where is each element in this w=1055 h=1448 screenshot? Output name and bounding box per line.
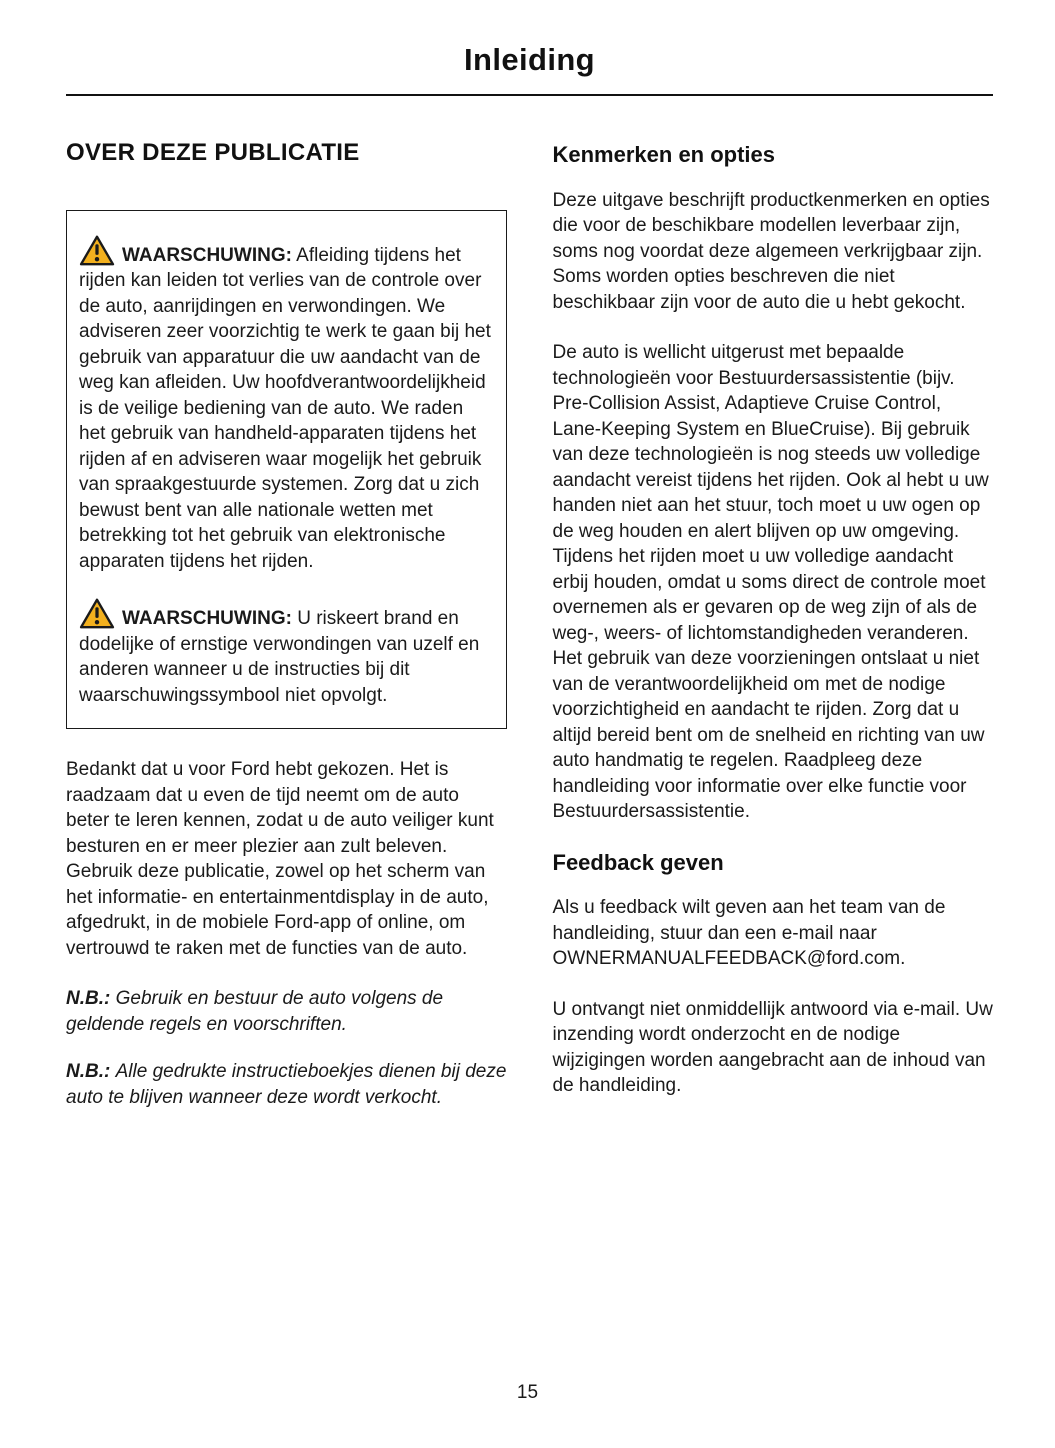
note-paragraph xyxy=(66,1059,507,1110)
note-text: Gebruik en bestuur de auto volgens de geldende regels en voorschriften. xyxy=(66,988,444,1035)
feedback-response-paragraph: U ontvangt niet onmiddellijk antwoord via e-mail. Uw inzending wordt onderzocht en de nodige wijzigingen worden aangebracht aan de inhoud van de handleiding. xyxy=(552,998,993,1096)
warning-box xyxy=(66,210,507,730)
section-heading-give-feedback: Feedback geven xyxy=(552,849,724,875)
two-column-layout xyxy=(66,140,993,1132)
warning-icon xyxy=(79,598,115,629)
warning-paragraph xyxy=(79,235,494,575)
note-label: N.B.: xyxy=(66,988,111,1009)
feedback-email-paragraph: Als u feedback wilt geven aan het team van de handleiding, stuur dan een e-mail naar OWNERMANUALFEEDBACK@ford.com. xyxy=(552,897,946,969)
driver-assistance-paragraph: De auto is wellicht uitgerust met bepaalde technologieën voor Bestuurdersassistentie (bijv. Pre-Collision Assist, Adaptieve Cruise Control, Lane-Keeping System en BlueCruise). Bij gebruik van deze technologieën is nog steeds uw volledige aandacht vereist tijdens het rijden. Ook al hebt u uw handen niet aan het stuur, toch moet u uw ogen op de weg houden en alert blijven op uw omgeving. Tijdens het rijden moet u uw volledige aandacht erbij houden, omdat u soms direct de controle moet overnemen als er gevaren op de weg zijn of als de weg-, weers- of lichtomstandigheden veranderen. Het gebruik van deze voorzieningen ontslaat u niet van de verantwoordelijkheid om met de nodige voorzichtigheid en aandacht te rijden. Zorg dat u altijd bereid bent om de snelheid en richting van uw auto handmatig te regelen. Raadpleeg deze handleiding voor informatie over elke functie voor Bestuurdersassistentie. xyxy=(552,342,989,822)
warning-text: Afleiding tijdens het rijden kan leiden tot verlies van de controle over de auto, aanrijdingen en verwondingen. We adviseren zeer voorzichtig te werk te gaan bij het gebruik van apparatuur die uw aandacht van de weg kan afleiden. Uw hoofdverantwoordelijkheid is de veilige bediening van de auto. We raden het gebruik van handheld-apparaten tijdens het rijden af en adviseren waar mogelijk het gebruik van spraakgestuurde systemen. Zorg dat u zich bewust bent van alle nationale wetten met betrekking tot het gebruik van elektronische apparaten tijdens het rijden. xyxy=(79,244,491,572)
intro-paragraph: Bedankt dat u voor Ford hebt gekozen. Het is raadzaam dat u even de tijd neemt om de auto beter te leren kennen, zodat u de auto veiliger kunt besturen en er meer plezier aan zult beleven. Gebruik deze publicatie, zowel op het scherm van het informatie- en entertainmentdisplay in de auto, afgedrukt, in de mobiele Ford-app of online, om vertrouwd te raken met de functies van de auto. xyxy=(66,759,494,959)
section-heading-about-this-publication: OVER DEZE PUBLICATIE xyxy=(66,139,360,166)
warning-label: WAARSCHUWING: xyxy=(122,608,292,629)
note-paragraph xyxy=(66,986,507,1037)
page-number: 15 xyxy=(516,1382,539,1403)
note-text: Alle gedrukte instructieboekjes dienen bij deze auto te blijven wanneer deze wordt verkocht. xyxy=(66,1061,507,1108)
warning-icon xyxy=(79,235,115,266)
warning-text: U riskeert brand en dodelijke of ernstige verwondingen van uzelf en anderen wanneer u de instructies bij dit waarschuwingssymbool niet opvolgt. xyxy=(79,608,480,706)
section-heading-features-and-options: Kenmerken en opties xyxy=(552,142,776,167)
right-column xyxy=(553,140,994,1124)
header-divider xyxy=(66,94,993,96)
warning-label: WAARSCHUWING: xyxy=(122,244,292,266)
note-label: N.B.: xyxy=(66,1061,111,1082)
page-title: Inleiding xyxy=(463,42,596,77)
warning-paragraph xyxy=(79,598,494,708)
features-paragraph: Deze uitgave beschrijft productkenmerken en opties die voor de beschikbare modellen leverbaar zijn, soms nog voordat deze algemeen verkrijgbaar zijn. Soms worden opties beschreven die niet beschikbaar zijn voor de auto die u hebt gekocht. xyxy=(552,189,990,313)
left-column xyxy=(66,140,507,1132)
